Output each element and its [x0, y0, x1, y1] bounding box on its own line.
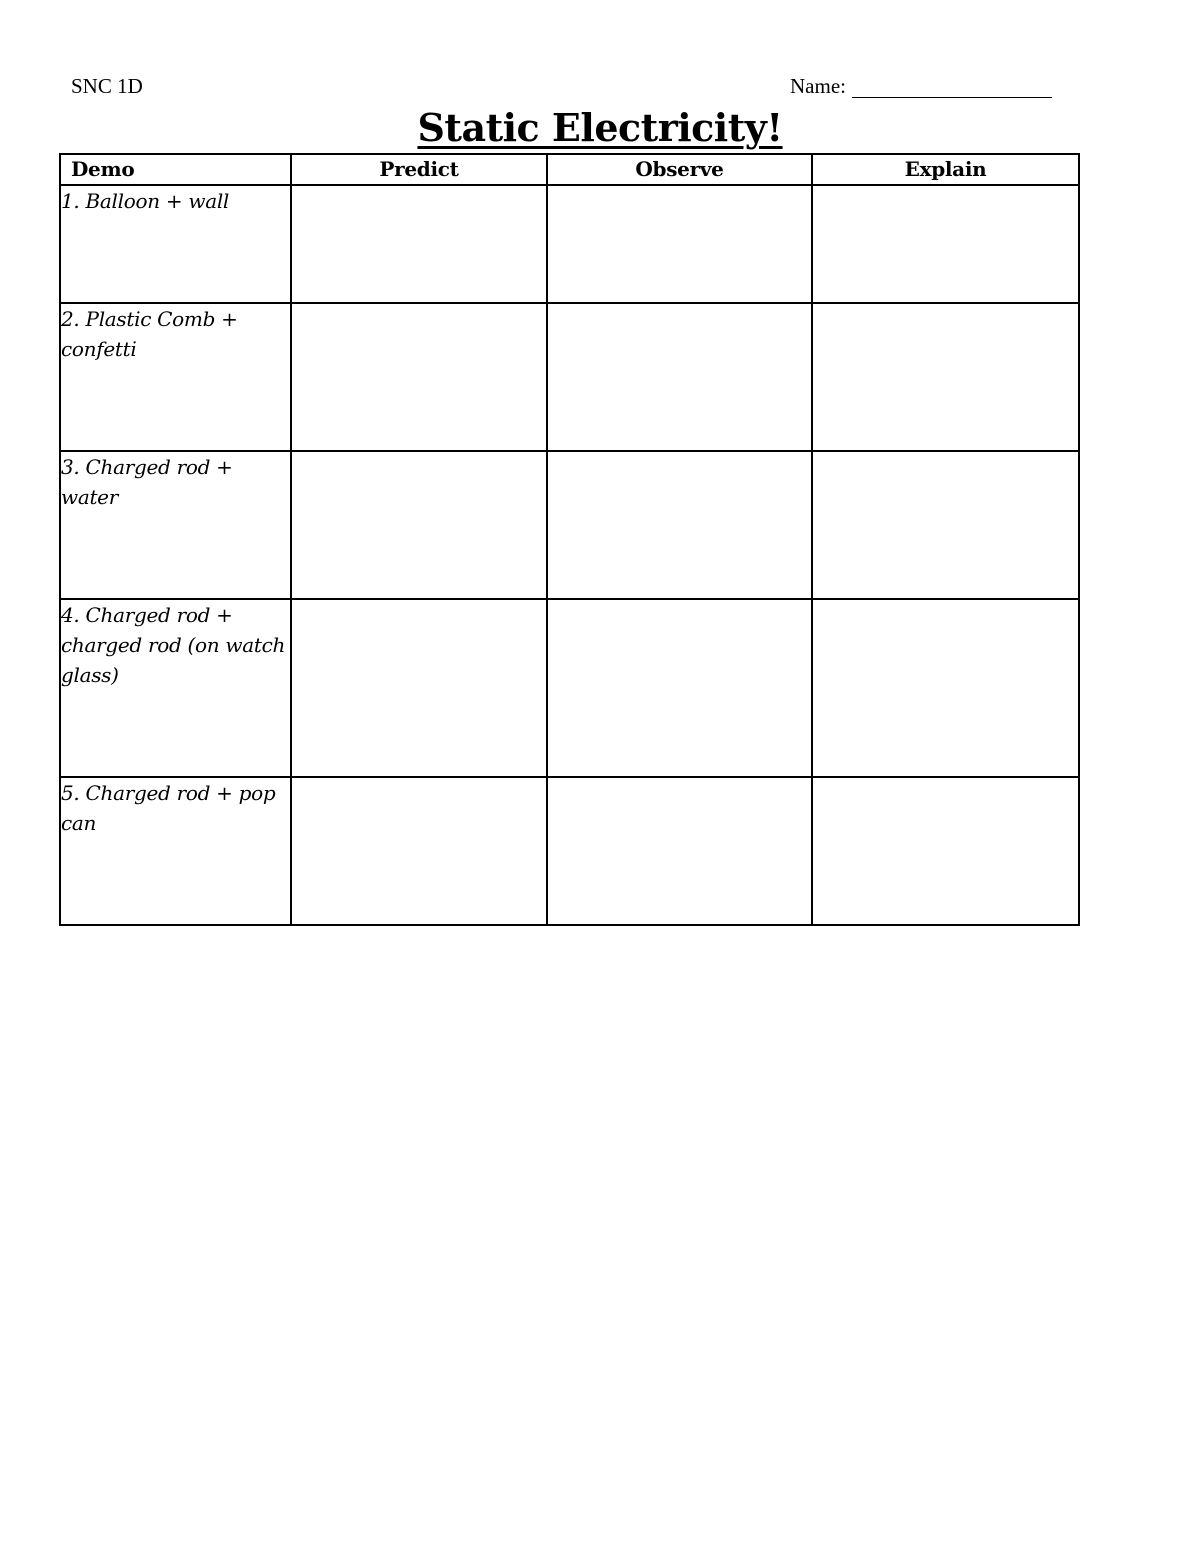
explain-cell[interactable] — [812, 599, 1079, 777]
explain-cell[interactable] — [812, 777, 1079, 925]
name-blank-line[interactable] — [852, 77, 1052, 98]
predict-cell[interactable] — [291, 303, 547, 451]
predict-cell[interactable] — [291, 599, 547, 777]
observe-cell[interactable] — [547, 599, 812, 777]
page-title: Static Electricity! — [417, 105, 783, 150]
name-field — [790, 74, 1052, 98]
column-header-explain: Explain — [812, 154, 1079, 185]
explain-cell[interactable] — [812, 303, 1079, 451]
table-row — [60, 599, 1079, 777]
explain-cell[interactable] — [812, 185, 1079, 303]
column-header-predict: Predict — [291, 154, 547, 185]
observe-cell[interactable] — [547, 185, 812, 303]
table-row — [60, 451, 1079, 599]
column-header-observe: Observe — [547, 154, 812, 185]
predict-cell[interactable] — [291, 451, 547, 599]
table-row — [60, 777, 1079, 925]
demo-cell: 4. Charged rod + charged rod (on watch glass) — [60, 599, 291, 777]
predict-cell[interactable] — [291, 777, 547, 925]
observe-cell[interactable] — [547, 451, 812, 599]
table-header-row — [60, 154, 1079, 185]
course-code: SNC 1D — [71, 74, 143, 98]
table-row — [60, 303, 1079, 451]
predict-cell[interactable] — [291, 185, 547, 303]
explain-cell[interactable] — [812, 451, 1079, 599]
demo-cell: 2. Plastic Comb + confetti — [60, 303, 291, 451]
observe-cell[interactable] — [547, 777, 812, 925]
name-label: Name: — [790, 74, 846, 98]
demo-cell: 5. Charged rod + pop can — [60, 777, 291, 925]
demo-cell: 3. Charged rod + water — [60, 451, 291, 599]
worksheet-table — [59, 153, 1080, 926]
demo-cell: 1. Balloon + wall — [60, 185, 291, 303]
table-row — [60, 185, 1079, 303]
column-header-demo: Demo — [60, 154, 291, 185]
observe-cell[interactable] — [547, 303, 812, 451]
